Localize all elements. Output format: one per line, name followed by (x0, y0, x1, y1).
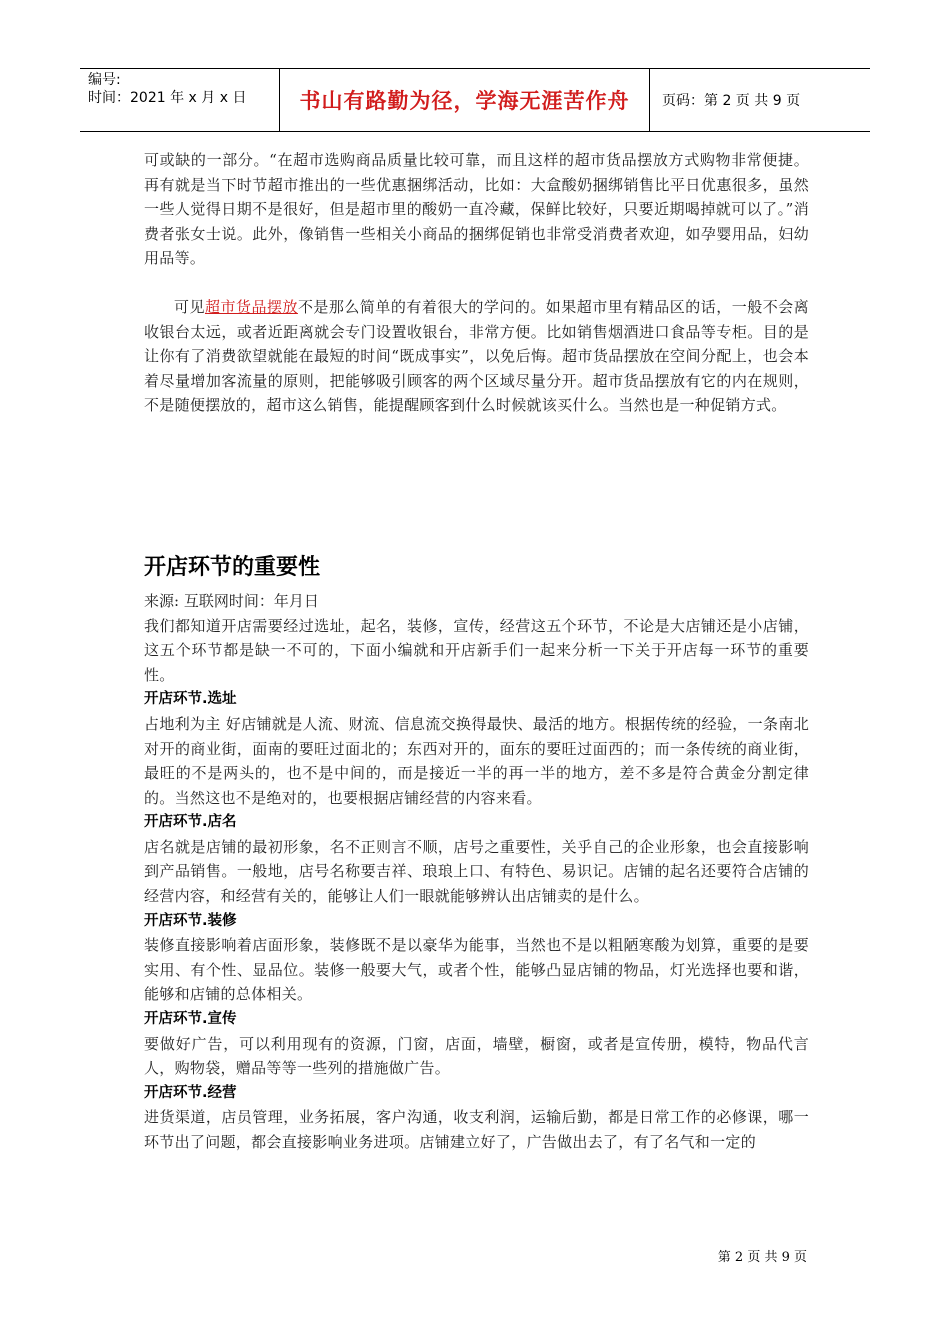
section-text-decoration: 装修直接影响着店面形象，装修既不是以豪华为能事，当然也不是以粗陋寒酸为划算，重要的是要实用、有个性、显品位。装修一般要大气，或者个性，能够凸显店铺的物品，灯光选择也要和谐，能够和店铺的总体相关。 (144, 936, 809, 1004)
intro-paragraph-1: 可或缺的一部分。“在超市选购商品质量比较可靠，而且这样的超市货品摆放方式购物非常便捷。再有就是当下时节超市推出的一些优惠捆绑活动，比如：大盒酸奶捆绑销售比平日优惠很多，虽然一些人觉得日期不是很好，但是超市里的酸奶一直冷藏，保鲜比较好，只要近期喝掉就可以了。”消费者张女士说。此外，像销售一些相关小商品的捆绑促销也非常受消费者欢迎，如孕婴用品，妇幼用品等。 (144, 151, 809, 268)
intro-paragraph-2-rest: 不是那么简单的有着很大的学问的。如果超市里有精品区的话，一般不会离收银台太远，或者近距离就会专门设置收银台，非常方便。比如销售烟酒进口食品等专柜。目的是让你有了消费欲望就能在最短的时间“既成事实”，以免后悔。超市货品摆放在空间分配上，也会本着尽量增加客流量的原则，把能够吸引顾客的两个区域尽量分开。超市货品摆放有它的内在规则，不是随便摆放的，超市这么销售，能提醒顾客到什么时候就该买什么。当然也是一种促销方式。 (144, 297, 809, 415)
article-lead: 我们都知道开店需要经过选址，起名，装修，宣传，经营这五个环节，不论是大店铺还是小店铺，这五个环节都是缺一不可的，下面小编就和开店新手们一起来分析一下关于开店每一环节的重要性。 (144, 616, 809, 684)
section-heading-decoration: 开店环节.装修 (144, 912, 237, 929)
section-heading-promotion: 开店环节.宣传 (144, 1011, 237, 1028)
section-heading-name: 开店环节.店名 (144, 814, 237, 831)
page-header (80, 68, 870, 132)
article-meta: 来源: 互联网时间：年月日 (144, 591, 319, 610)
intro-paragraph-2-prefix: 可见 (174, 297, 205, 316)
intro-paragraph-2 (144, 295, 809, 418)
section-heading-location: 开店环节.选址 (144, 691, 237, 708)
page-content (144, 148, 809, 1155)
footer-page-number: 第 2 页 共 9 页 (717, 1250, 807, 1265)
header-meta (80, 69, 280, 131)
supermarket-display-link[interactable]: 超市货品摆放 (204, 297, 298, 316)
section-text-operation: 进货渠道，店员管理，业务拓展，客户沟通，收支利润，运输后勤，都是日常工作的必修课，哪一环节出了问题，都会直接影响业务进项。店铺建立好了，广告做出去了，有了名气和一定的 (144, 1108, 809, 1151)
section-text-promotion: 要做好广告，可以利用现有的资源，门窗，店面，墙壁，橱窗，或者是宣传册，模特，物品代言人，购物袋，赠品等等一些列的措施做广告。 (144, 1034, 809, 1078)
doc-number-label: 编号: (88, 72, 121, 88)
doc-date-label: 时间：2021 年 x 月 x 日 (88, 90, 247, 106)
section-text-location: 占地利为主 好店铺就是人流、财流、信息流交换得最快、最活的地方。根据传统的经验，一条南北对开的商业街，面南的要旺过面北的；东西对开的，面东的要旺过面西的；而一条传统的商业街，最旺的不是两头的，也不是中间的，而是接近一半的再一半的地方，差不多是符合黄金分割定律的。当然这也不是绝对的，也要根据店铺经营的内容来看。 (144, 714, 809, 807)
header-page-number: 页码：第 2 页 共 9 页 (662, 93, 801, 109)
article-title: 开店环节的重要性 (144, 554, 321, 580)
section-heading-operation: 开店环节.经营 (144, 1084, 237, 1101)
header-motto: 书山有路勤为径，学海无涯苦作舟 (280, 69, 650, 131)
section-text-name: 店名就是店铺的最初形象，名不正则言不顺，店号之重要性，关乎自己的企业形象，也会直接影响到产品销售。一般地，店号名称要吉祥、琅琅上口、有特色、易识记。店铺的起名还要符合店铺的经营内容，和经营有关的，能够让人们一眼就能够辨认出店铺卖的是什么。 (144, 837, 809, 906)
